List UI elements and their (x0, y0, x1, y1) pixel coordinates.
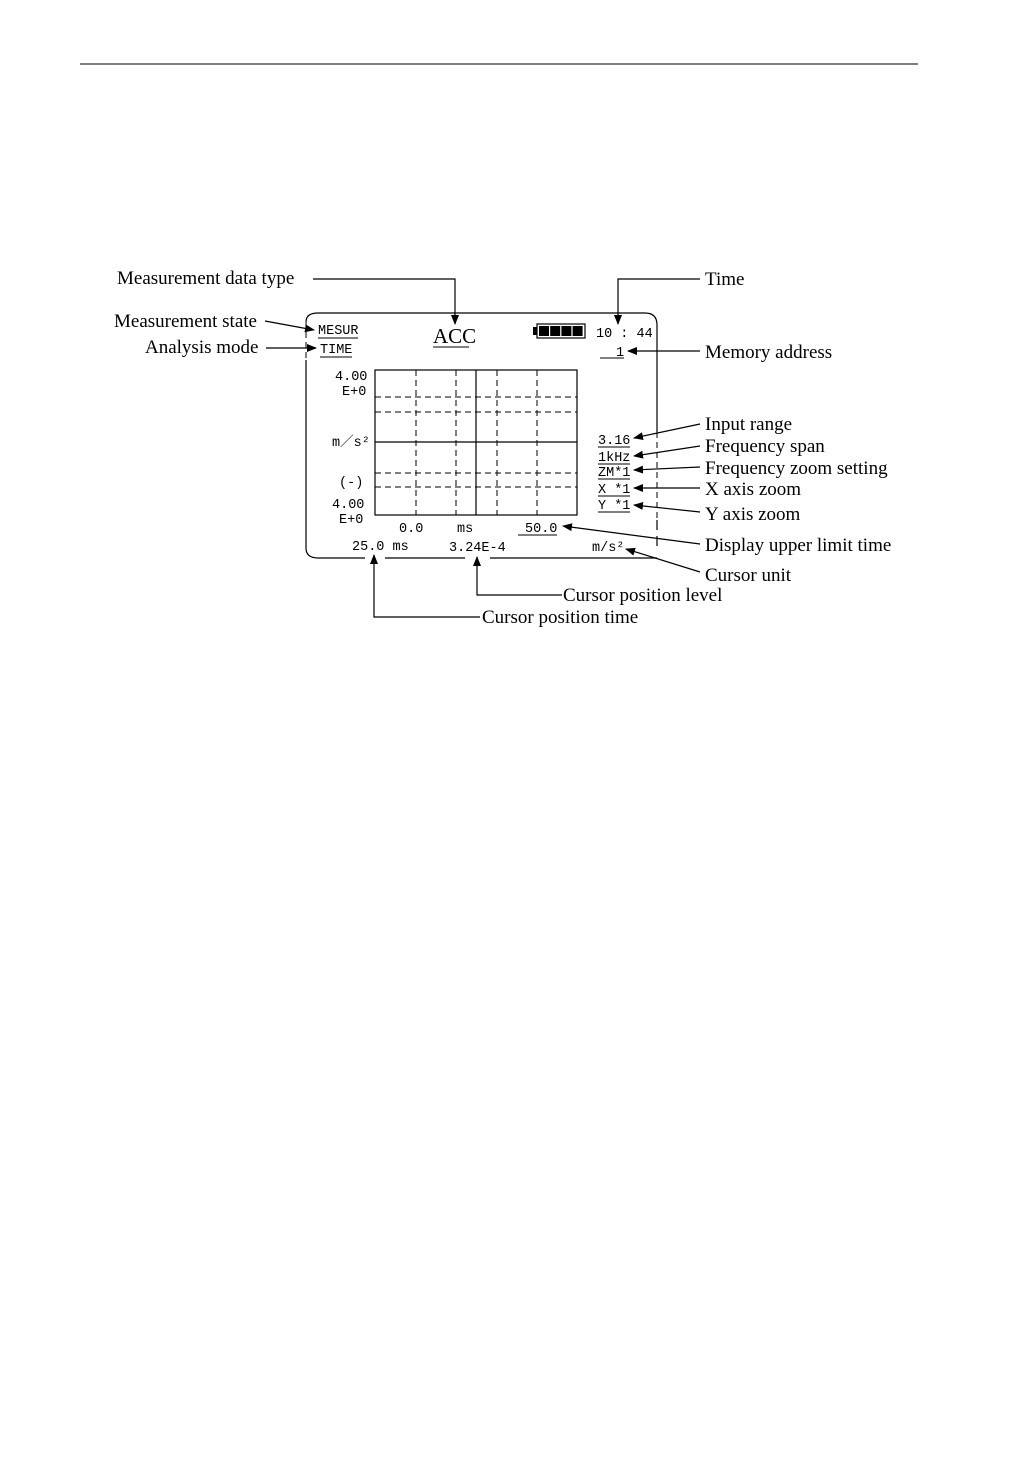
label-x-axis-zoom: X axis zoom (705, 479, 802, 500)
y-zoom-value: Y *1 (598, 499, 631, 514)
label-cursor-position-level: Cursor position level (563, 585, 723, 606)
label-cursor-unit: Cursor unit (705, 565, 792, 586)
label-measurement-state: Measurement state (114, 311, 257, 332)
label-frequency-zoom-setting: Frequency zoom setting (705, 458, 888, 479)
x-end-value: 50.0 (525, 522, 558, 537)
frequency-zoom-value: ZM*1 (598, 466, 631, 481)
y-top-exponent: E+0 (342, 385, 367, 400)
memory-address-value: 1 (616, 346, 625, 361)
cursor-time-value: 25.0 ms (352, 540, 409, 555)
y-bottom-exponent: E+0 (339, 513, 364, 528)
label-input-range: Input range (705, 414, 793, 435)
battery-segment (573, 326, 583, 336)
battery-segment (561, 326, 571, 336)
y-unit: m／s² (332, 436, 370, 451)
frequency-span-value: 1kHz (598, 451, 631, 466)
input-range-value: 3.16 (598, 434, 631, 449)
measurement-state-value: MESUR (318, 324, 359, 339)
label-analysis-mode: Analysis mode (145, 337, 259, 358)
label-measurement-data-type: Measurement data type (117, 268, 295, 289)
label-cursor-position-time: Cursor position time (482, 607, 639, 628)
cursor-unit-value: m/s² (592, 541, 625, 556)
callout-labels (114, 268, 891, 628)
x-unit: ms (457, 522, 474, 537)
data-type-value: ACC (433, 324, 477, 348)
battery-segment (550, 326, 560, 336)
device-screen (306, 313, 657, 558)
label-frequency-span: Frequency span (705, 436, 825, 457)
cursor-level-value: 3.24E-4 (449, 541, 506, 556)
x-zoom-value: X *1 (598, 483, 631, 498)
battery-segment (539, 326, 549, 336)
label-display-upper-limit-time: Display upper limit time (705, 535, 892, 556)
y-bottom-value: 4.00 (332, 498, 365, 513)
analysis-mode-value: TIME (320, 343, 353, 358)
plot-area (375, 370, 577, 515)
x-start-value: 0.0 (399, 522, 424, 537)
y-top-value: 4.00 (335, 370, 368, 385)
battery-icon (533, 324, 585, 338)
clock-value: 10 : 44 (596, 327, 653, 342)
label-y-axis-zoom: Y axis zoom (705, 504, 801, 525)
label-time: Time (705, 269, 745, 290)
y-sign: (-) (339, 476, 364, 491)
label-memory-address: Memory address (705, 342, 833, 363)
